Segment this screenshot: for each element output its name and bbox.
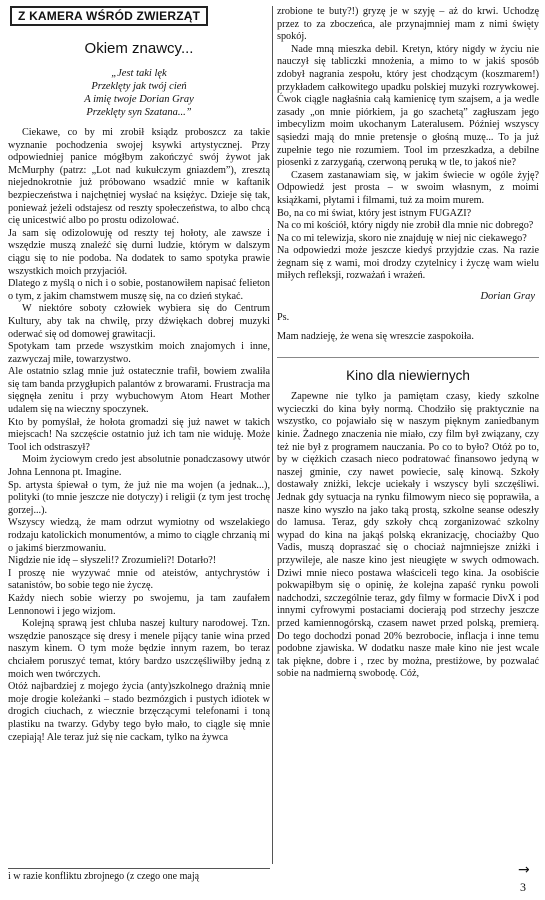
continue-arrow-icon: → bbox=[518, 862, 530, 878]
paragraph: Na co mi telewizja, skoro nie znajduję w niej nic ciekawego? bbox=[277, 232, 527, 244]
postscript-label: Ps. bbox=[277, 312, 290, 324]
section-rule bbox=[277, 357, 539, 358]
paragraph: Moim życiowym credo jest absolutnie ponadczasowy utwór Johna Lennona pt. Imagine. bbox=[8, 454, 270, 479]
paragraph: Dlatego z myślą o nich i o sobie, postanowiłem napisać felieton o tym, z jakim chamstwem muszę się, na co dzień stykać. bbox=[8, 278, 270, 302]
paragraph: Zapewne nie tylko ja pamiętam czasy, kiedy szkolne wycieczki do kina były normą. Chodziło się praktycznie na wszystko, co pojawiało się w naszym pięknym zaniedbanym kinie. Żadnego znaczenia nie miało, czy film był związany, czy też nie był z programem nauczania. Po co to było? Otóż po to, by w ciężkich czasach nieco podratować finansowo jedyną w naszej gminie, czy nawet powiecie, salę kinową. Szkoły dostawały zniżki, lekcje uciekały i wszyscy byli szczęśliwi. Jednak gdy sytuacja na rynku filmowym nieco się poprawiła, a nasze kino wyszło na jako taką prostą, szkolne seanse odeszły do lamusa. Teraz, gdy szkoły chcą zorganizować szkolny wypad do kina na jakąś polską ekranizację, chociażby Quo Vadis, muszą dopraszać się o chociaż najmniejsze zniżki i przywileje, ale nasze kino jest nieugięte w swych odmowach. Dziwi mnie nieco postawa właściceli tego kina. Ja osobiście pokwapiłbym się o opinię, że kolejna zapaść rynku powoli nadchodzi, szczególnie teraz, gdy filmy w formacie DivX i pod innymi cyfrowymi postaciami docierają pod strzechy jeszcze przed kamiennogórską, czasem nawet przed polską, premierą. Do tego dochodzi ponad 20% bezrobocie, inflacja i inne temu podobne zjawiska. W dodatku nasze małe kino nie jest wcale tak piękne, dobre i , rzec by można, prestiżowe, by pozwalać sobie na nadmierną swobodę. Cóż, bbox=[277, 391, 539, 680]
article-body-left bbox=[8, 127, 270, 744]
article-body-right bbox=[277, 6, 539, 283]
paragraph: zrobione te buty?!) gryzę je w szyję – aż do krwi. Uchodzę przez to za zboczeńca, ale przynajmniej mam z nimi święty spokój. bbox=[277, 6, 539, 43]
paragraph: Ja sam się odizolowuję od reszty tej hołoty, ale zawsze i wszędzie muszą znaleźć się durni ludzie, którym w dalszym ciągu się to nie podoba. Na dodatek to samo spotyka prawie wszystkich moich przyjaciół. bbox=[8, 227, 270, 277]
article-title: Kino dla niewiernych bbox=[346, 368, 470, 384]
paragraph: Na co mi kościół, który nigdy nie zrobił dla mnie nic dobrego? bbox=[277, 220, 534, 232]
section-label: Z KAMERA WŚRÓD ZWIERZĄT bbox=[10, 6, 208, 26]
article2-body bbox=[277, 391, 539, 681]
paragraph: Ale ostatnio szlag mnie już ostatecznie trafił, bowiem zwaliła się tam banda przygłupich palantów z browarami. Frustracja ma sięgnęła zenitu i przy wybuchowym Atom Heart Mother udalem się na wieczny spoczynek. bbox=[8, 366, 270, 416]
paragraph: Otóż najbardziej z mojego życia (anty)szkolnego drażnią mnie moje drogie koleżanki – stado bezmózgich i pustych idiotek w drogich ciuchach, z wiecznie brzęczącymi telefonami i toną plastiku na twarzy. Gdyby tego było mało, to ciągle się mnie czepiają! Ale teraz już się nie cackam, tylko na żywca bbox=[8, 681, 270, 743]
footer-continuation: i w razie konfliktu zbrojnego (z czego one mają bbox=[8, 868, 270, 882]
poem-line: Przeklęty jak twój cień bbox=[91, 81, 187, 92]
paragraph: Sp. artysta śpiewał o tym, że już nie ma wojen (a jednak...), polityki (to mnie jeszcze nie dotyczy) i religii (z tym jest trochę gorzej...). bbox=[8, 479, 270, 516]
right-column bbox=[277, 6, 539, 864]
paragraph: Ciekawe, co by mi zrobił ksiądz proboszcz za takie wyznanie pochodzenia swojej ksywki artystycznej. Przy odpowiedniej panice mógłbym zakończyć swój żywot jak McMurphy (patrz: „Lot nad kukułczym gniazdem”), zresztą niejednokrotnie już próbowano wsadzić mnie w kaftanik bezpieczeństwa i najchętniej wysłać na księżyc. Dzieje się tak, ponieważ jeżeli odstajesz od reszty społeczeństwa, to albo chcą cię unicestwić albo po prostu odizolować. bbox=[8, 127, 270, 227]
paragraph: Spotykam tam przede wszystkim moich znajomych i inne, zazwyczaj miłe, towarzystwo. bbox=[8, 341, 270, 365]
paragraph: W niektóre soboty człowiek wybiera się do Centrum Kultury, aby tak na chwilę, przy dźwiękach dobrej muzyki oderwać się od domowej grawitacji. bbox=[8, 303, 270, 340]
column-divider bbox=[272, 6, 273, 864]
poem-line: „Jest taki lęk bbox=[111, 68, 167, 79]
epigraph-poem bbox=[8, 67, 270, 119]
page-number: 3 bbox=[520, 880, 526, 894]
paragraph: Wszyscy wiedzą, że mam odrzut wymiotny od wszelakiego rodzaju katolickich monumentów, a mimo to ciągle chrzanią mi o jakimś bierzmowaniu. bbox=[8, 517, 270, 554]
paragraph: Nade mną mieszka debil. Kretyn, który nigdy w życiu nie nauczył się tabliczki mnożenia, a mimo to w jakiś sposób zdobył nagrania zespołu, który jest chodzącym (koszmarem!) przykładem całkowitego upadku polskiej muzyki rozrywkowej. Ćwok ciągle nagłaśnia całą kamienicę tym szajsem, a ja wedle zasady „on mnie piórkiem, ja go szachetą” zagłuszam jego imbecylizm moim ukochanym Lateralusem. Później wszyscy sąsiedzi mają do mnie pretensje o głośną muzę... To ja już zupełnie tego nie rozumiem. Tool im przeszkadza, a debilne piosenki z zarzygańą, czerwoną peruką w tle, to jakoś nie? bbox=[277, 43, 539, 169]
paragraph: I proszę nie wyzywać mnie od ateistów, antychrystów i satanistów, bo sobie tego nie życzę. bbox=[8, 567, 270, 592]
postscript-text: Mam nadzieję, że wena się wreszcie zaspokoiła. bbox=[277, 330, 474, 342]
paragraph: Nigdzie nie idę – słyszeli!? Zrozumieli?! Dotarło?! bbox=[8, 555, 217, 567]
paragraph: Każdy niech sobie wierzy po swojemu, ja tam zaufałem Lennonowi i jego wizjom. bbox=[8, 592, 270, 617]
paragraph: Kolejną sprawą jest chluba naszej kultury narodowej. Tzn. wszędzie panoszące się dresy i menele pijący tanie wina przed naszym kinem. O tym może będzie innym razem, bo teraz chciałem poruszyć temat, który bardzo uszczęśliwiłby jedną z moich wen twórczych. bbox=[8, 618, 270, 680]
paragraph: Kto by pomyślał, że hołota gromadzi się już nawet w takich miejscach! Na szczęście ostatnio już ich tam nie widuję. Może Tool ich odstraszył? bbox=[8, 416, 270, 453]
author-signature: Dorian Gray bbox=[480, 291, 535, 303]
article-title: Okiem znawcy... bbox=[84, 40, 194, 57]
poem-line: Przeklęty syn Szatana...” bbox=[86, 107, 192, 118]
paragraph: Na odpowiedzi może jeszcze kiedyś przyjdzie czas. Na razie żegnam się z wami, moi drodzy czytelnicy i życzę wam wielu miłych refleksji, rozważań i wrażeń. bbox=[277, 245, 539, 282]
paragraph: Czasem zastanawiam się, w jakim świecie w ogóle żyję? Odpowiedź jest prosta – w swoim własnym, z moimi książkami, płytami i filmami, tuż za moim murem. bbox=[277, 169, 539, 206]
poem-line: A imię twoje Dorian Gray bbox=[84, 94, 194, 105]
paragraph: Bo, na co mi świat, który jest istnym FUGAZI? bbox=[277, 207, 472, 219]
left-column bbox=[8, 6, 270, 864]
